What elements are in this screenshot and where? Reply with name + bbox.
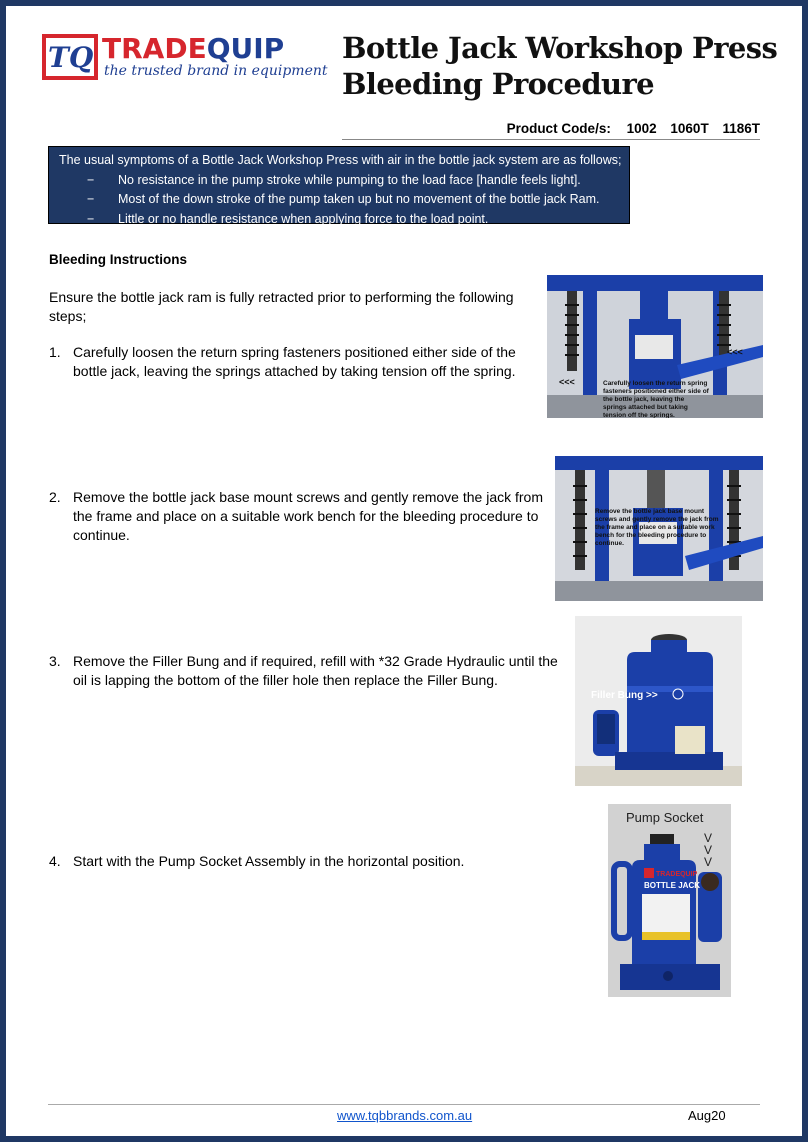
photo2-caption-line: screws and gently remove the jack from	[595, 516, 719, 523]
symptom-item: − No resistance in the pump stroke while pumping to the load face [handle feels light].	[87, 172, 581, 187]
symptoms-intro: The usual symptoms of a Bottle Jack Workshop Press with air in the bottle jack system are as follows;	[59, 153, 622, 167]
page-title	[342, 30, 782, 102]
symptom-item: − Most of the down stroke of the pump taken up but no movement of the bottle jack Ram.	[87, 192, 600, 206]
photo-press-jack-removal	[555, 456, 763, 601]
step-text: Start with the Pump Socket Assembly in the horizontal position.	[73, 853, 465, 869]
photo1-caption-line: Carefully loosen the return spring	[603, 380, 708, 387]
photo4-caption: Pump Socket	[626, 810, 704, 825]
jack-brand-label: TRADEQUIP	[656, 871, 698, 878]
step-number: 1.	[49, 344, 61, 360]
step-number: 4.	[49, 853, 61, 869]
instructions-heading: Bleeding Instructions	[49, 252, 188, 267]
photo2-caption-line: continue.	[595, 540, 624, 547]
step-text: Remove the Filler Bung and if required, refill with *32 Grade Hydraulic until the oil is lapping the bottom of the filler hole then replace the Filler Bung.	[73, 653, 558, 688]
product-code: 1186T	[722, 121, 760, 136]
footer-divider	[48, 1104, 760, 1105]
tradequip-logo	[42, 32, 328, 82]
tq-mark-text: TQ	[48, 41, 94, 74]
jack-label: BOTTLE JACK	[644, 881, 700, 890]
product-codes	[507, 121, 760, 136]
footer-date: Aug20	[688, 1108, 726, 1123]
photo2-caption-line: bench for the bleeding procedure to	[595, 532, 707, 539]
symptoms-box	[48, 146, 630, 224]
arrow-down-icon: V	[704, 831, 713, 845]
photo1-caption-line: tension off the springs.	[603, 412, 675, 418]
symptoms-list	[59, 171, 629, 230]
instructions-intro: Ensure the bottle jack ram is fully retracted prior to performing the following steps;	[49, 289, 514, 324]
photo2-caption-line: the frame and place on a suitable work	[595, 524, 715, 531]
photo-press-springs	[547, 275, 763, 418]
photo2-caption-line: Remove the bottle jack base mount	[595, 508, 705, 515]
photo-pump-socket	[608, 804, 731, 997]
svg-text:<<<: <<<	[727, 347, 743, 357]
step-4	[49, 852, 549, 872]
step-text: Remove the bottle jack base mount screws and gently remove the jack from the frame and place on a suitable work bench for the bleeding procedure to continue.	[73, 489, 543, 543]
photo-filler-bung	[575, 616, 742, 786]
step-3	[49, 652, 569, 692]
arrow-down-icon: V	[704, 855, 713, 869]
svg-text:<<<: <<<	[559, 377, 575, 387]
arrow-down-icon: V	[704, 843, 713, 857]
product-codes-label: Product Code/s:	[506, 121, 611, 136]
step-2	[49, 488, 549, 548]
step-text: Carefully loosen the return spring fasteners positioned either side of the bottle jack, leaving the springs attached by taking tension off the spring.	[73, 344, 516, 379]
photo1-caption-line: springs attached but taking	[603, 404, 688, 411]
footer-website-link[interactable]: www.tqbbrands.com.au	[337, 1108, 473, 1123]
title-divider	[342, 139, 760, 140]
symptom-item: − Little or no handle resistance when applying force to the load point.	[87, 211, 489, 226]
product-code: 1002	[626, 121, 657, 136]
title-line-1: Bottle Jack Workshop Press	[342, 31, 778, 65]
photo1-caption-line: the bottle jack, leaving the	[603, 396, 685, 403]
product-code: 1060T	[670, 121, 709, 136]
step-1	[49, 343, 539, 383]
step-number: 3.	[49, 653, 61, 669]
photo1-caption-line: fasteners positioned either side of	[603, 388, 709, 395]
brand-name: TRADEQUIP	[102, 32, 285, 65]
title-line-2: Bleeding Procedure	[342, 67, 655, 101]
brand-tagline: the trusted brand in equipment	[104, 63, 328, 79]
tq-logo-mark	[42, 34, 98, 80]
photo3-caption: Filler Bung >>	[591, 690, 658, 701]
step-number: 2.	[49, 489, 61, 505]
